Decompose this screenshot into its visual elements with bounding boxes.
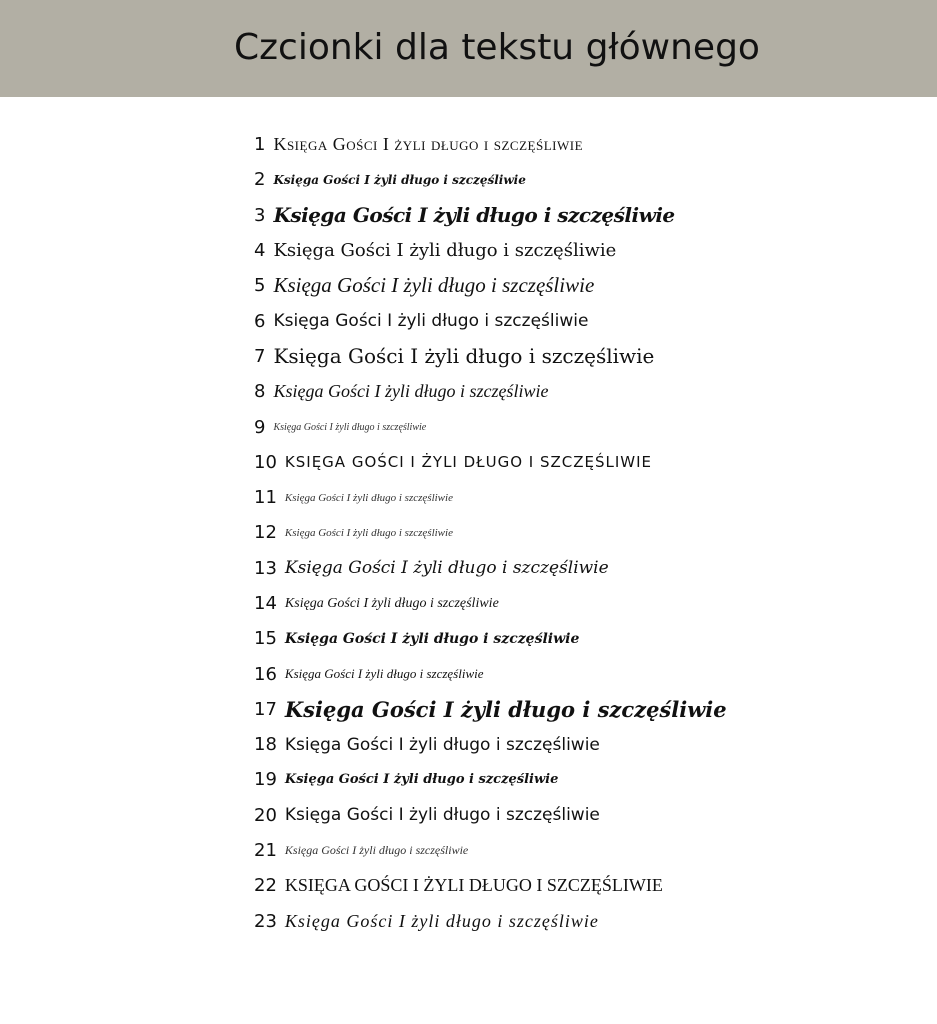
font-sample-text: Księga Gości I żyli długo i szczęśliwie	[284, 910, 599, 931]
font-sample-text: Księga Gości I żyli długo i szczęśliwie	[284, 558, 609, 579]
font-sample-row-6	[254, 303, 924, 338]
font-number: 15	[254, 628, 277, 650]
page-title: Czcionki dla tekstu głównego	[234, 27, 760, 68]
font-sample-text: Księga Gości I żyli długo i szczęśliwie	[284, 696, 727, 722]
font-sample-row-1	[254, 127, 924, 162]
font-sample-text: KSIĘGA GOŚCI I ŻYLI DŁUGO I SZCZĘŚLIWIE	[284, 453, 653, 472]
font-number: 22	[254, 875, 277, 897]
font-sample-row-20	[254, 798, 924, 833]
font-number: 10	[254, 451, 277, 473]
font-sample-row-8	[254, 374, 924, 409]
font-sample-row-12	[254, 515, 924, 550]
font-sample-row-17	[254, 692, 924, 727]
font-sample-row-2	[254, 162, 924, 197]
font-sample-text: Księga Gości I żyli długo i szczęśliwie	[273, 311, 589, 332]
font-sample-text: Księga Gości I żyli długo i szczęśliwie	[284, 734, 600, 755]
font-number: 3	[254, 204, 266, 226]
font-sample-row-9	[254, 409, 924, 444]
font-sample-text: Księga Gości I żyli długo i szczęśliwie	[284, 843, 469, 858]
font-number: 7	[254, 345, 266, 367]
font-sample-row-19	[254, 762, 924, 797]
font-number: 9	[254, 416, 266, 438]
font-number: 19	[254, 769, 277, 791]
font-number: 20	[254, 804, 277, 826]
font-number: 8	[254, 381, 266, 403]
font-sample-text: Księga Gości I żyli długo i szczęśliwie	[273, 172, 526, 187]
font-sample-text: Księga Gości I żyli długo i szczęśliwie	[273, 203, 675, 228]
font-sample-list	[254, 127, 924, 939]
font-sample-text: Księga Gości I żyli długo i szczęśliwie	[273, 381, 549, 402]
font-number: 1	[254, 134, 266, 156]
font-number: 11	[254, 487, 277, 509]
font-number: 21	[254, 840, 277, 862]
font-sample-row-10	[254, 445, 924, 480]
font-number: 17	[254, 698, 277, 720]
font-sample-row-15	[254, 621, 924, 656]
font-number: 18	[254, 734, 277, 756]
font-sample-row-5	[254, 268, 924, 303]
font-sample-row-7	[254, 339, 924, 374]
font-sample-row-13	[254, 551, 924, 586]
font-sample-text: Księga Gości I żyli długo i szczęśliwie	[284, 772, 559, 788]
font-number: 14	[254, 593, 277, 614]
font-sample-text: Księga Gości I żyli długo i szczęśliwie	[284, 595, 499, 611]
font-sample-row-18	[254, 727, 924, 762]
font-sample-text: Księga Gości I żyli długo i szczęśliwie	[273, 134, 584, 155]
font-sample-row-16	[254, 656, 924, 691]
font-number: 2	[254, 169, 266, 191]
font-sample-text: Księga Gości I żyli długo i szczęśliwie	[284, 630, 580, 647]
font-sample-text: Księga Gości I żyli długo i szczęśliwie	[284, 526, 453, 539]
header-banner	[0, 0, 937, 97]
font-number: 16	[254, 663, 277, 685]
font-sample-text: Księga Gości I żyli długo i szczęśliwie	[284, 491, 453, 504]
font-number: 5	[254, 275, 266, 297]
font-sample-row-3	[254, 198, 924, 233]
font-sample-text: Księga Gości I żyli długo i szczęśliwie	[273, 240, 617, 262]
font-sample-text: Księga Gości I żyli długo i szczęśliwie	[284, 666, 484, 682]
font-sample-row-22	[254, 868, 924, 903]
font-number: 13	[254, 557, 277, 579]
font-number: 4	[254, 240, 266, 262]
font-number: 12	[254, 522, 277, 544]
font-sample-text: KSIĘGA GOŚCI I ŻYLI DŁUGO I SZCZĘŚLIWIE	[284, 875, 663, 896]
font-sample-row-14	[254, 586, 924, 621]
font-sample-row-4	[254, 233, 924, 268]
font-sample-text: Księga Gości I żyli długo i szczęśliwie	[273, 421, 427, 433]
font-sample-row-23	[254, 904, 924, 939]
font-sample-row-11	[254, 480, 924, 515]
font-sample-text: Księga Gości I żyli długo i szczęśliwie	[273, 344, 655, 369]
font-sample-row-21	[254, 833, 924, 868]
font-sample-text: Księga Gości I żyli długo i szczęśliwie	[273, 273, 595, 298]
font-number: 23	[254, 910, 277, 932]
font-number: 6	[254, 310, 266, 332]
font-sample-text: Księga Gości I żyli długo i szczęśliwie	[284, 805, 600, 826]
